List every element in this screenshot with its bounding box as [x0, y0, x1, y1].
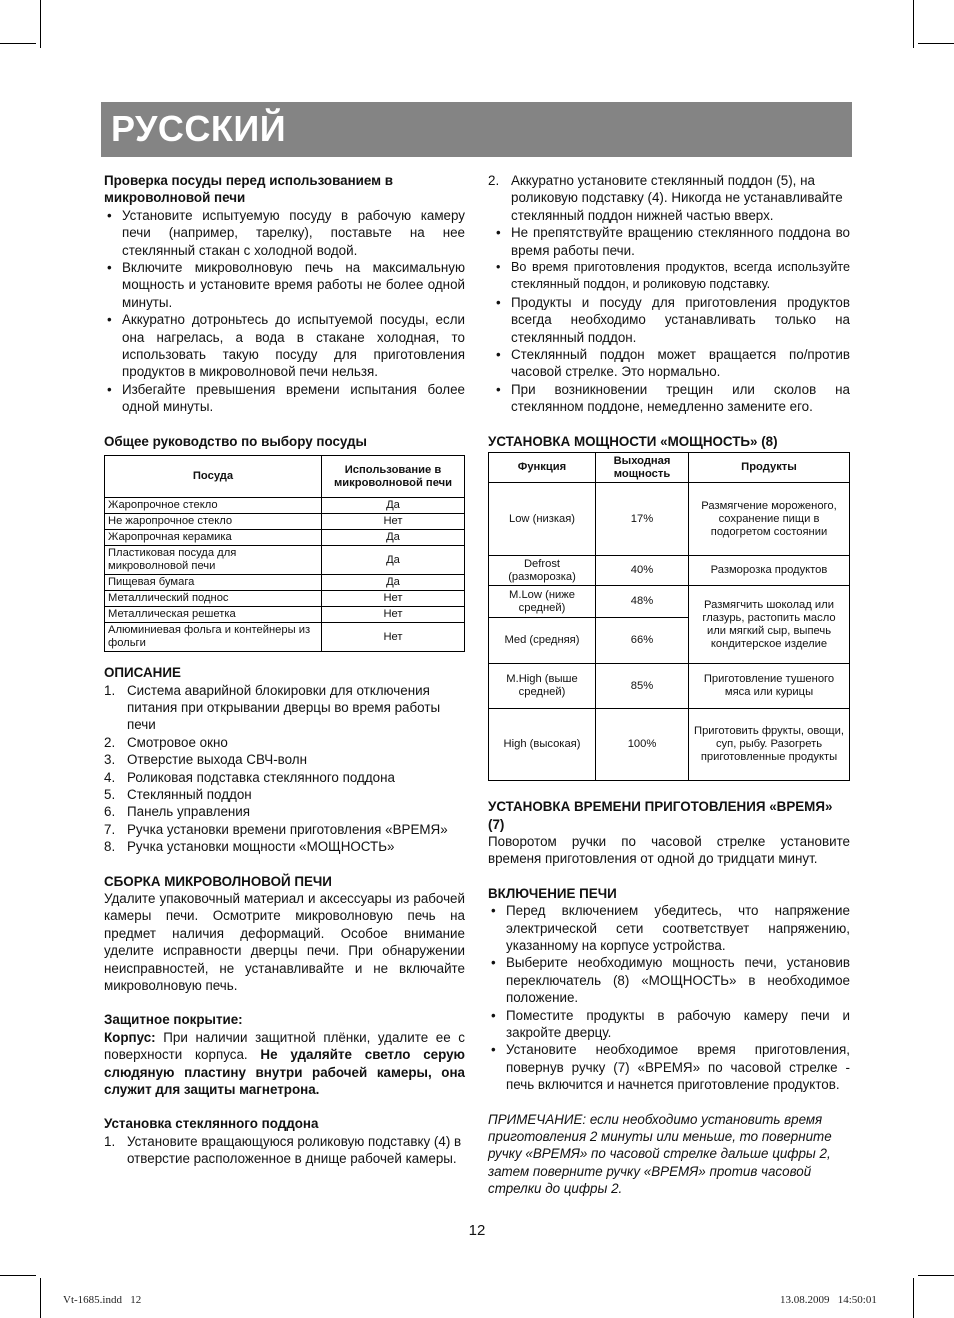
table-row: Металлический поднос Нет	[105, 591, 465, 607]
crop-mark	[913, 0, 914, 48]
list-item: • Не препятствуйте вращению стеклянного поддона во время работы печи.	[496, 225, 850, 258]
protection-text: Корпус: При наличии защитной плёнки, удалите ее с поверхности корпуса. Не удаляйте светло серую слюдяную пластину внутри рабочей камеры, она служит для защиты магнетрона.	[104, 1029, 465, 1098]
note-text: ПРИМЕЧАНИЕ: если необходимо установить время приготовления 2 минуты или меньше, то поверните ручку «ВРЕМЯ» по часовой стрелке дальше цифры 2, затем поверните ручку «ВРЕМЯ» против часовой стрелки до цифры 2.	[488, 1111, 832, 1197]
language-banner	[101, 102, 852, 157]
list-item: 5. Стеклянный поддон	[104, 786, 252, 802]
table-row: Пластиковая посуда для микроволновой печи Да	[105, 546, 465, 575]
tray-bullets	[493, 224, 850, 415]
table-row: Жаропрочное стекло Да	[105, 498, 465, 514]
table-header: Функция	[489, 453, 596, 483]
list-item: • Перед включением убедитесь, что напряжение электрической сети соответствует напряжению, указанному на корпусе устройства.	[491, 903, 850, 953]
list-item: • Аккуратно дотроньтесь до испытуемой посуды, если она нагрелась, а вода в стакане холодная, то использовать такую посуду для приготовления продуктов в микроволновой печи нельзя.	[107, 312, 465, 380]
time-text: Поворотом ручки по часовой стрелке установите временя приготовления от одной до тридцати минут.	[488, 833, 850, 867]
list-item: • Во время приготовления продуктов, всегда используйте стеклянный поддон, и роликовую подставку.	[496, 260, 850, 292]
tray-heading: Установка стеклянного поддона	[104, 1116, 319, 1132]
table-row: M.Low (ниже средней) 48% Размягчить шоколад или глазурь, растопить масло или мягкий сыр, выпечь кондитерское изделие	[489, 586, 850, 618]
table-row: Med (средняя) 66%	[489, 618, 850, 664]
table-row: Жаропрочная керамика Да	[105, 530, 465, 546]
power-heading: УСТАНОВКА МОЩНОСТИ «МОЩНОСТЬ» (8)	[488, 433, 778, 449]
right-column	[488, 172, 850, 1198]
time-heading: УСТАНОВКА ВРЕМЕНИ ПРИГОТОВЛЕНИЯ «ВРЕМЯ» (7)	[488, 799, 833, 832]
table-header: Посуда	[105, 456, 322, 498]
list-item: 1. Система аварийной блокировки для отключения питания при открывании дверцы во время работы печи	[104, 682, 441, 733]
crop-mark	[918, 43, 954, 44]
check-heading: Проверка посуды перед использованием в микроволновой печи	[104, 173, 394, 206]
table-header: Продукты	[689, 453, 850, 483]
table-row: Defrost (разморозка) 40% Разморозка продуктов	[489, 556, 850, 586]
page-title: РУССКИЙ	[111, 108, 287, 149]
crop-mark	[40, 0, 41, 48]
list-item: • Стеклянный поддон может вращается по/против часовой стрелке. Это нормально.	[496, 347, 850, 380]
description-heading: ОПИСАНИЕ	[104, 665, 181, 681]
table-row: Не жаропрочное стекло Нет	[105, 514, 465, 530]
list-item: • Поместите продукты в рабочую камеру печи и закройте дверцу.	[491, 1007, 850, 1040]
list-item: 8. Ручка установки мощности «МОЩНОСТЬ»	[104, 839, 395, 855]
tray-list-continued	[488, 172, 850, 224]
list-item: • При возникновении трещин или сколов на стеклянном поддоне, немедленно замените его.	[496, 381, 850, 415]
table-row: Пищевая бумага Да	[105, 575, 465, 591]
table-row: Low (низкая) 17% Размягчение мороженого, сохранение пищи в подогретом состоянии	[489, 483, 850, 556]
table-row: Алюминиевая фольга и контейнеры из фольги Нет	[105, 623, 465, 652]
list-item: 3. Отверстие выхода СВЧ-волн	[104, 752, 308, 768]
list-item: • Включите микроволновую печь на максимальную мощность и установите время работы не более одной минуты.	[107, 260, 465, 310]
crop-mark	[0, 43, 36, 44]
list-item: 7. Ручка установки времени приготовления «ВРЕМЯ»	[104, 821, 448, 837]
table-row: Металлическая решетка Нет	[105, 607, 465, 623]
left-column	[104, 172, 465, 1168]
page-number: 12	[468, 1222, 486, 1239]
list-item: • Установите необходимое время приготовления, повернув ручку (7) «ВРЕМЯ» по часовой стрелке - печь включится и начнется приготовление продуктов.	[491, 1042, 850, 1093]
list-item: 2. Аккуратно установите стеклянный поддон (5), на роликовую подставку (4). Никогда не устанавливайте стеклянный поддон нижней частью вверх.	[488, 173, 843, 223]
dishware-table	[104, 455, 465, 652]
assembly-heading: СБОРКА МИКРОВОЛНОВОЙ ПЕЧИ	[104, 873, 332, 889]
table-row: M.High (выше средней) 85% Приготовление тушеного мяса или курицы	[489, 664, 850, 709]
check-list	[104, 207, 465, 416]
crop-mark	[913, 1278, 914, 1318]
list-item: 4. Роликовая подставка стеклянного поддона	[104, 769, 395, 785]
list-item: 6. Панель управления	[104, 804, 251, 820]
list-item: 1. Установите вращающуюся роликовую подставку (4) в отверстие расположенное в днище рабочей камеры.	[104, 1133, 462, 1167]
crop-mark	[0, 1275, 36, 1276]
power-table	[488, 452, 850, 781]
power-on-list	[488, 902, 850, 1093]
crop-mark	[40, 1278, 41, 1318]
tray-list	[104, 1133, 465, 1168]
list-item: • Выберите необходимую мощность печи, установив переключатель (8) «МОЩНОСТЬ» в необходимое положение.	[491, 955, 850, 1006]
table-row: High (высокая) 100% Приготовить фрукты, овощи, суп, рыбу. Разогреть приготовленные продукты	[489, 709, 850, 781]
footer-datetime: 13.08.2009 14:50:01	[780, 1294, 877, 1306]
footer-file: Vt-1685.indd 12	[63, 1294, 142, 1306]
assembly-text: Удалите упаковочный материал и аксессуары из рабочей камеры печи. Осмотрите микроволновую печь на предмет наличия деформаций. Особое внимание уделите исправности дверцы печи. При обнаружении неисправностей, не устанавливайте и не включайте микроволновую печь.	[104, 890, 465, 993]
list-item: • Избегайте превышения времени испытания более одной минуты.	[107, 381, 465, 415]
list-item: • Установите испытуемую посуду в рабочую камеру печи (например, тарелку), поставьте на нее стеклянный стакан с холодной водой.	[107, 207, 465, 258]
protection-heading: Защитное покрытие:	[104, 1012, 243, 1028]
description-list	[104, 682, 465, 856]
list-item: 2. Смотровое окно	[104, 734, 228, 750]
table-header: Использование в микроволновой печи	[322, 456, 465, 498]
power-on-heading: ВКЛЮЧЕНИЕ ПЕЧИ	[488, 885, 617, 901]
table-header: Выходная мощность	[596, 453, 689, 483]
crop-mark	[918, 1275, 954, 1276]
guide-heading: Общее руководство по выбору посуды	[104, 433, 367, 449]
list-item: • Продукты и посуду для приготовления продуктов всегда необходимо устанавливать только на стеклянный поддон.	[496, 294, 850, 345]
